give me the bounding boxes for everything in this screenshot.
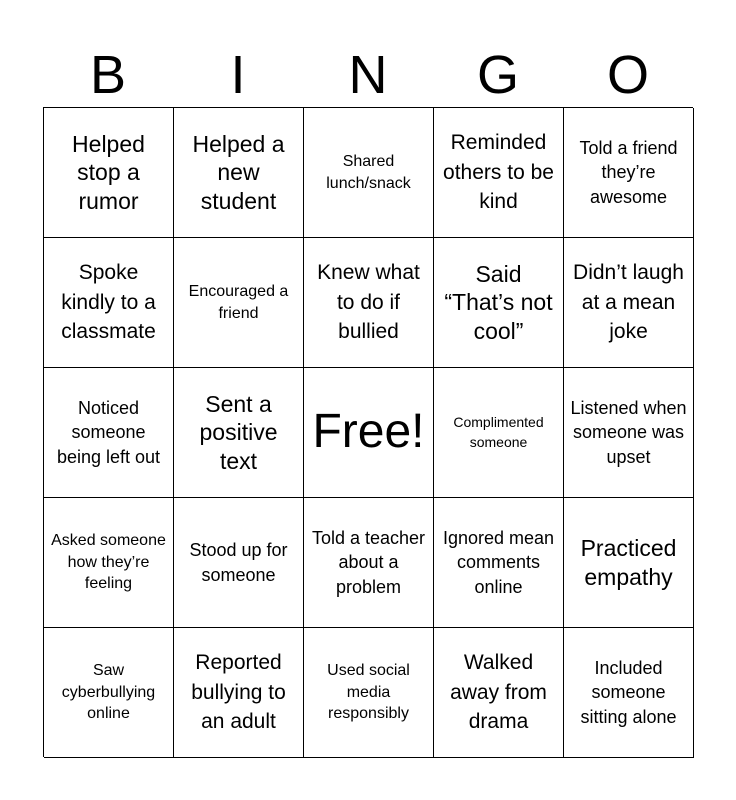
cell-text: Practiced empathy	[580, 535, 677, 590]
bingo-cell[interactable]	[44, 108, 174, 238]
header-letter-o: O	[606, 45, 649, 105]
cell-text: Used social media responsibly	[327, 662, 410, 723]
cell-text: Asked someone how they’re feeling	[51, 532, 166, 593]
bingo-cell[interactable]	[564, 628, 694, 758]
bingo-cell[interactable]	[304, 108, 434, 238]
cell-text: Sent a positive text	[199, 391, 278, 474]
bingo-cell[interactable]	[174, 368, 304, 498]
cell-text: Shared lunch/snack	[326, 152, 411, 192]
cell-text: Knew what to do if bullied	[317, 261, 420, 344]
bingo-cell[interactable]	[44, 368, 174, 498]
cell-text: Walked away from drama	[450, 651, 547, 734]
bingo-cell[interactable]	[174, 628, 304, 758]
bingo-cell[interactable]	[564, 108, 694, 238]
bingo-cell[interactable]	[564, 238, 694, 368]
cell-text: Listened when someone was upset	[570, 398, 687, 467]
bingo-cell[interactable]	[304, 628, 434, 758]
bingo-cell[interactable]	[564, 498, 694, 628]
cell-text: Told a teacher about a problem	[311, 528, 426, 597]
cell-text: Helped a new student	[192, 131, 285, 214]
bingo-cell[interactable]	[174, 498, 304, 628]
bingo-cell[interactable]	[434, 628, 564, 758]
bingo-cell[interactable]	[434, 238, 564, 368]
header-letter-i: I	[230, 45, 246, 105]
bingo-cell[interactable]	[304, 498, 434, 628]
bingo-cell[interactable]	[564, 368, 694, 498]
cell-text: Reported bullying to an adult	[191, 651, 286, 734]
bingo-cell[interactable]	[434, 368, 564, 498]
bingo-cell[interactable]	[174, 108, 304, 238]
bingo-cell[interactable]	[44, 628, 174, 758]
header-letter-n: N	[348, 45, 388, 105]
cell-text: Said “That’s not cool”	[444, 261, 553, 344]
bingo-cell[interactable]	[434, 498, 564, 628]
bingo-cell[interactable]	[44, 238, 174, 368]
cell-text: Reminded others to be kind	[443, 131, 554, 214]
free-space-cell[interactable]	[304, 368, 434, 498]
bingo-cell[interactable]	[304, 238, 434, 368]
cell-text: Encouraged a friend	[188, 282, 289, 322]
cell-text: Told a friend they’re awesome	[579, 138, 678, 207]
free-space-text: Free!	[312, 405, 425, 459]
bingo-header	[43, 42, 693, 108]
cell-text: Saw cyberbullying online	[61, 662, 156, 723]
bingo-cell[interactable]	[434, 108, 564, 238]
header-letter-b: B	[89, 45, 127, 105]
bingo-cell[interactable]	[44, 498, 174, 628]
cell-text: Spoke kindly to a classmate	[61, 261, 156, 344]
cell-text: Included someone sitting alone	[580, 658, 677, 727]
cell-text: Helped stop a rumor	[72, 131, 145, 214]
cell-text: Stood up for someone	[189, 540, 288, 585]
bingo-board	[43, 107, 693, 757]
bingo-cell[interactable]	[174, 238, 304, 368]
cell-text: Didn’t laugh at a mean joke	[573, 261, 684, 344]
header-letter-g: G	[476, 45, 519, 105]
cell-text: Noticed someone being left out	[56, 398, 161, 467]
cell-text: Complimented someone	[453, 413, 544, 450]
cell-text: Ignored mean comments online	[442, 528, 555, 597]
